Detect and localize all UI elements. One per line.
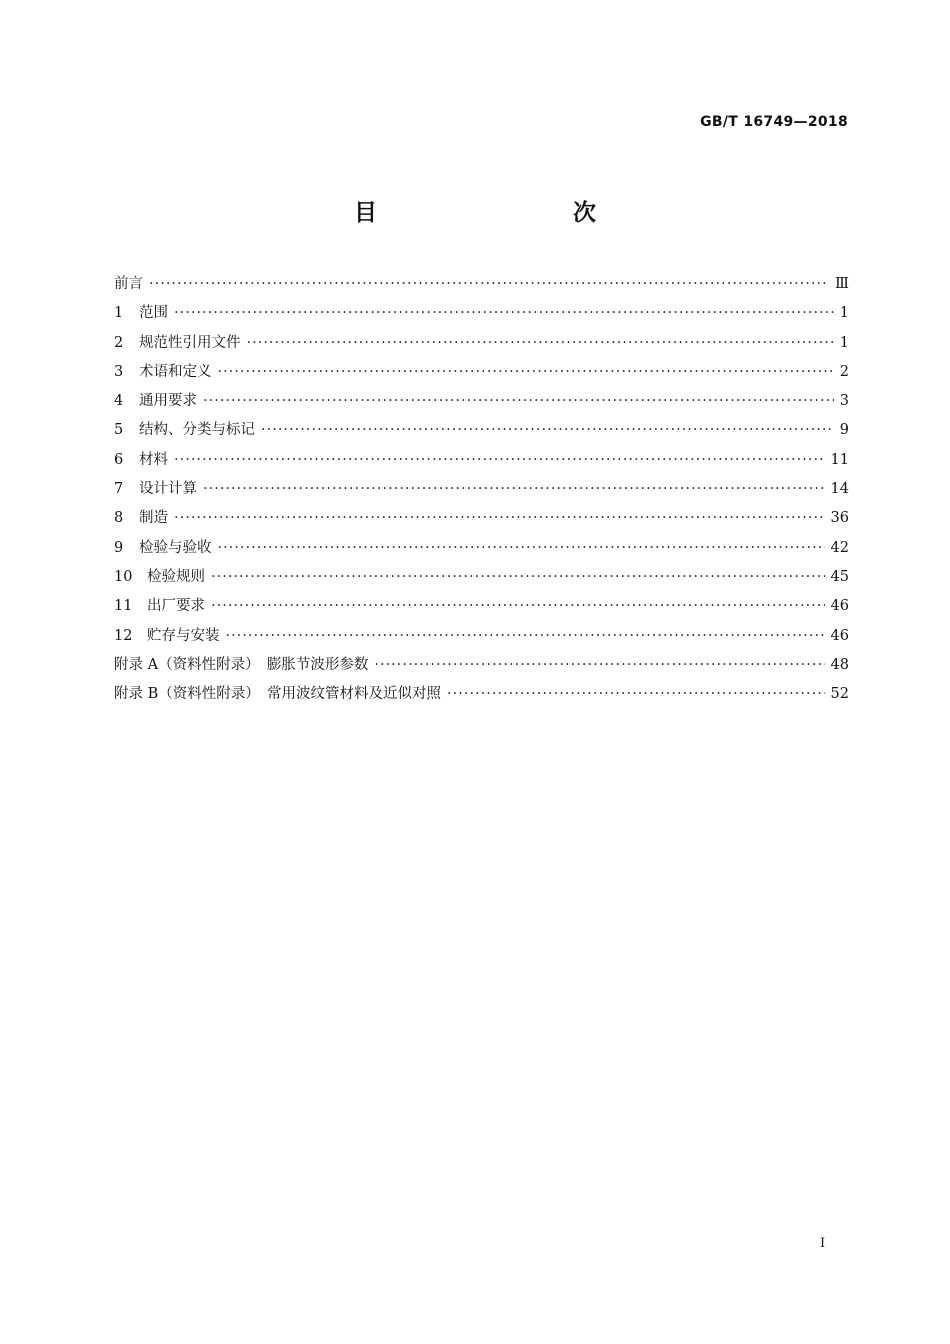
toc-entry-10[interactable]	[114, 565, 849, 594]
toc-entry-label: 规范性引用文件	[139, 334, 241, 351]
toc-leader-dots	[174, 510, 825, 526]
toc-entry-12[interactable]	[114, 624, 849, 653]
toc-leader-dots	[174, 305, 834, 321]
toc-leader-dots	[226, 628, 825, 644]
toc-leader-dots	[447, 686, 825, 702]
toc-entry-page: Ⅲ	[835, 276, 849, 292]
toc-entry-7[interactable]	[114, 477, 849, 506]
toc-entry-page: 1	[839, 305, 849, 322]
toc-entry-number: 3	[114, 363, 124, 380]
toc-entry-label: 贮存与安装	[147, 627, 220, 644]
toc-entry-6[interactable]	[114, 448, 849, 477]
toc-leader-dots	[149, 276, 829, 292]
toc-entry-page: 46	[830, 627, 849, 644]
toc-entry-number: 12	[114, 627, 133, 644]
toc-entry-label: 附录 A（资料性附录） 膨胀节波形参数	[114, 656, 369, 673]
toc-entry-label: 设计计算	[139, 481, 197, 498]
toc-entry-foreword[interactable]	[114, 272, 849, 301]
toc-entry-page: 45	[830, 568, 849, 585]
toc-entry-page: 14	[830, 481, 849, 498]
toc-entry-5[interactable]	[114, 418, 849, 447]
toc-entry-page: 1	[839, 334, 849, 351]
toc-entry-number: 2	[114, 334, 124, 351]
toc-entry-page: 52	[830, 686, 849, 703]
toc-entry-1[interactable]	[114, 301, 849, 330]
toc-entry-number: 1	[114, 305, 124, 322]
toc-entry-3[interactable]	[114, 360, 849, 389]
toc-entry-appendix-a[interactable]	[114, 653, 849, 682]
toc-entry-9[interactable]	[114, 536, 849, 565]
toc-entry-number: 11	[114, 598, 133, 615]
toc-entry-page: 3	[839, 393, 849, 410]
toc-entry-page: 9	[839, 422, 849, 439]
toc-entry-number: 8	[114, 510, 124, 527]
toc-entry-page: 48	[830, 656, 849, 673]
toc-entry-appendix-b[interactable]	[114, 682, 849, 711]
toc-entry-label: 结构、分类与标记	[139, 422, 255, 439]
toc-leader-dots	[247, 335, 834, 351]
toc-entry-page: 36	[830, 510, 849, 527]
toc-leader-dots	[218, 540, 825, 556]
toc-entry-page: 42	[830, 539, 849, 556]
toc-entry-label: 检验与验收	[139, 539, 212, 556]
toc-leader-dots	[218, 364, 834, 380]
toc-title: 目 次	[354, 200, 646, 226]
toc-entry-page: 46	[830, 598, 849, 615]
toc-entry-number: 7	[114, 481, 124, 498]
toc-entry-number: 4	[114, 393, 124, 410]
toc-entry-page: 11	[830, 451, 849, 468]
standard-code: GB/T 16749—2018	[700, 114, 848, 130]
toc-entry-label: 检验规则	[147, 568, 205, 585]
toc-entry-number: 6	[114, 451, 124, 468]
toc-entry-number: 10	[114, 568, 133, 585]
toc-leader-dots	[374, 657, 824, 673]
toc-leader-dots	[211, 569, 825, 585]
toc-leader-dots	[203, 481, 825, 497]
toc-entry-label: 制造	[139, 510, 168, 527]
toc-entry-2[interactable]	[114, 331, 849, 360]
toc-entry-label: 前言	[114, 276, 143, 292]
toc-entry-11[interactable]	[114, 594, 849, 623]
toc-leader-dots	[211, 598, 825, 614]
page-number: I	[820, 1236, 826, 1251]
toc-entry-label: 范围	[139, 305, 168, 322]
toc-leader-dots	[203, 393, 834, 409]
toc-entry-8[interactable]	[114, 506, 849, 535]
toc-leader-dots	[261, 422, 834, 438]
toc-entry-label: 材料	[139, 451, 168, 468]
toc-entry-page: 2	[839, 363, 849, 380]
toc-entry-label: 附录 B（资料性附录） 常用波纹管材料及近似对照	[114, 686, 442, 703]
toc-entry-label: 出厂要求	[147, 598, 205, 615]
toc-entry-number: 5	[114, 422, 124, 439]
toc-leader-dots	[174, 452, 825, 468]
table-of-contents	[114, 272, 849, 711]
toc-entry-number: 9	[114, 539, 124, 556]
toc-entry-label: 通用要求	[139, 393, 197, 410]
toc-entry-label: 术语和定义	[139, 363, 212, 380]
toc-entry-4[interactable]	[114, 389, 849, 418]
